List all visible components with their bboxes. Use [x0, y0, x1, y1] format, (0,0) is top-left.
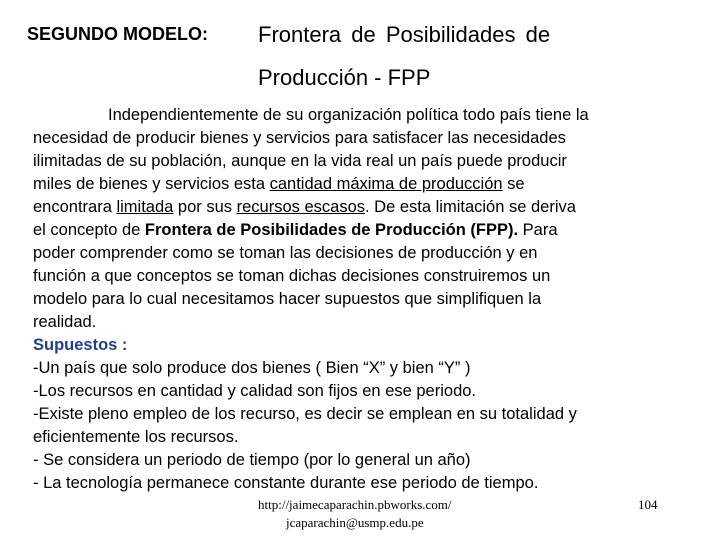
- assumption-item: eficientemente los recursos.: [33, 428, 239, 446]
- assumption-item: -Existe pleno empleo de los recurso, es decir se emplean en su totalidad y: [33, 405, 577, 423]
- page-title-line-2: Producción - FPP: [258, 65, 431, 90]
- paragraph-line: [33, 221, 558, 240]
- underlined-term: limitada: [116, 198, 174, 216]
- paragraph-line: necesidad de producir bienes y servicios para satisfacer las necesidades: [33, 129, 566, 147]
- paragraph-line: Independientemente de su organización política todo país tiene la: [108, 106, 589, 124]
- text-span: se: [502, 175, 525, 193]
- assumption-item: - La tecnología permanece constante durante ese periodo de tiempo.: [33, 474, 539, 492]
- section-label: SEGUNDO MODELO:: [27, 24, 209, 44]
- bold-term: Frontera de Posibilidades de Producción (FPP).: [144, 221, 519, 239]
- paragraph-line: ilimitadas de su población, aunque en la vida real un país puede producir: [33, 152, 567, 170]
- paragraph-line: realidad.: [33, 313, 97, 331]
- page-number: 104: [638, 497, 658, 512]
- footer-email: jcaparachin@usmp.edu.pe: [286, 515, 424, 530]
- underlined-term: cantidad máxima de producción: [269, 175, 503, 193]
- paragraph-line: modelo para lo cual necesitamos hacer supuestos que simplifiquen la: [33, 290, 542, 308]
- text-span: Para: [518, 221, 558, 239]
- paragraph-line: función a que conceptos se toman dichas decisiones construiremos un: [33, 267, 551, 285]
- assumption-item: - Se considera un periodo de tiempo (por lo general un año): [33, 451, 471, 469]
- paragraph-line: poder comprender como se toman las decisiones de producción y en: [33, 244, 538, 262]
- assumptions-heading: Supuestos :: [33, 336, 128, 354]
- footer-url: http://jaimecaparachin.pbworks.com/: [258, 497, 452, 512]
- underlined-term: recursos escasos: [236, 198, 365, 216]
- paragraph-line: [33, 198, 576, 217]
- page-title-line-1: Frontera de Posibilidades de: [258, 22, 551, 47]
- text-span: . De esta limitación se deriva: [365, 198, 576, 216]
- text-span: miles de bienes y servicios esta: [33, 175, 270, 193]
- text-span: el concepto de: [33, 221, 145, 239]
- paragraph-line: [33, 175, 525, 194]
- assumption-item: -Un país que solo produce dos bienes ( Bien “X” y bien “Y” ): [33, 359, 471, 377]
- assumption-item: -Los recursos en cantidad y calidad son fijos en ese periodo.: [33, 382, 477, 400]
- text-span: encontrara: [33, 198, 117, 216]
- text-span: por sus: [173, 198, 237, 216]
